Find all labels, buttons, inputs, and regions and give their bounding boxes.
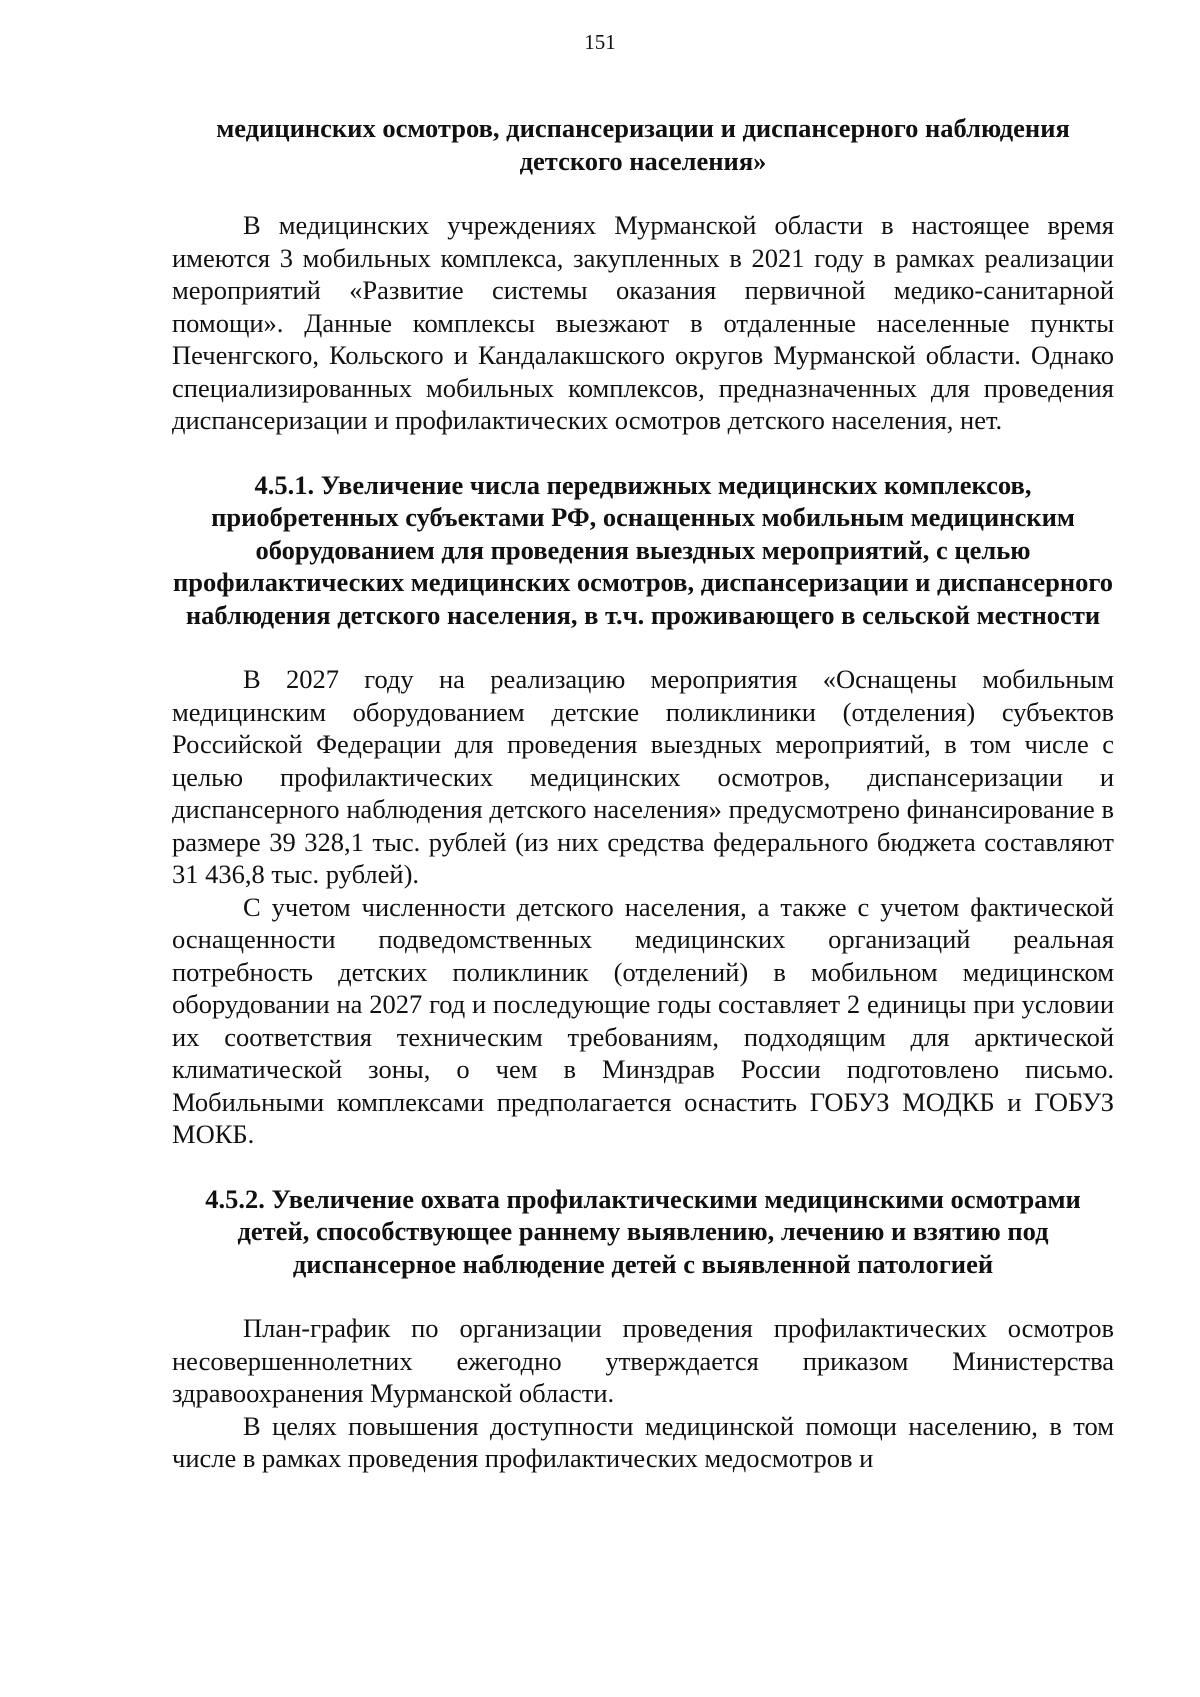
paragraph: В целях повышения доступности медицинской помощи населению, в том числе в рамках проведения профилактических медосмотров и [172,1410,1114,1473]
paragraph: В 2027 году на реализацию мероприятия «Оснащены мобильным медицинским оборудованием детские поликлиники (отделения) субъектов Российской Федерации для проведения выездных мероприятий, в том числе с целью профилактических медицинских осмотров, диспансеризации и диспансерного наблюдения детского населения» предусмотрено финансирование в размере 39 328,1 тыс. рублей (из них средства федерального бюджета составляют 31 436,8 тыс. рублей). [172,664,1114,889]
paragraph: План-график по организации проведения профилактических осмотров несовершеннолетних ежегодно утверждается приказом Министерства здравоохранения Мурманской области. [172,1313,1114,1408]
paragraph: В медицинских учреждениях Мурманской области в настоящее время имеются 3 мобильных комплекса, закупленных в 2021 году в рамках реализации мероприятий «Развитие системы оказания первичной медико-санитарной помощи». Данные комплексы выезжают в отдаленные населенные пункты Печенгского, Кольского и Кандалакшского округов Мурманской области. Однако специализированных мобильных комплексов, предназначенных для проведения диспансеризации и профилактических осмотров детского населения, нет. [172,210,1114,435]
spacer [172,631,1114,663]
section-heading-4-5-2: 4.5.2. Увеличение охвата профилактическими медицинскими осмотрами детей, способствующее раннему выявлению, лечению и взятию под диспансерное наблюдение детей с выявленной патологией [205,1183,1081,1279]
spacer [172,177,1114,209]
spacer [172,437,1114,469]
spacer [172,1280,1114,1312]
page-number: 151 [584,30,616,54]
document-body [172,112,1114,1475]
section-heading-4-5-1: 4.5.1. Увеличение числа передвижных медицинских комплексов, приобретенных субъектами РФ, оснащенных мобильным медицинским оборудованием для проведения выездных мероприятий, с целью профилактических медицинских осмотров, диспансеризации и диспансерного наблюдения детского населения, в т.ч. проживающего в сельской местности [173,469,1113,630]
paragraph: С учетом численности детского населения, а также с учетом фактической оснащенности подведомственных медицинских организаций реальная потребность детских поликлиник (отделений) в мобильном медицинском оборудовании на 2027 год и последующие годы составляет 2 единицы при условии их соответствия техническим требованиям, подходящим для арктической климатической зоны, о чем в Минздрав России подготовлено письмо. Мобильными комплексами предполагается оснастить ГОБУЗ МОДКБ и ГОБУЗ МОКБ. [172,891,1114,1149]
section-heading-continued: медицинских осмотров, диспансеризации и диспансерного наблюдения детского населения» [216,113,1070,176]
spacer [172,1151,1114,1183]
